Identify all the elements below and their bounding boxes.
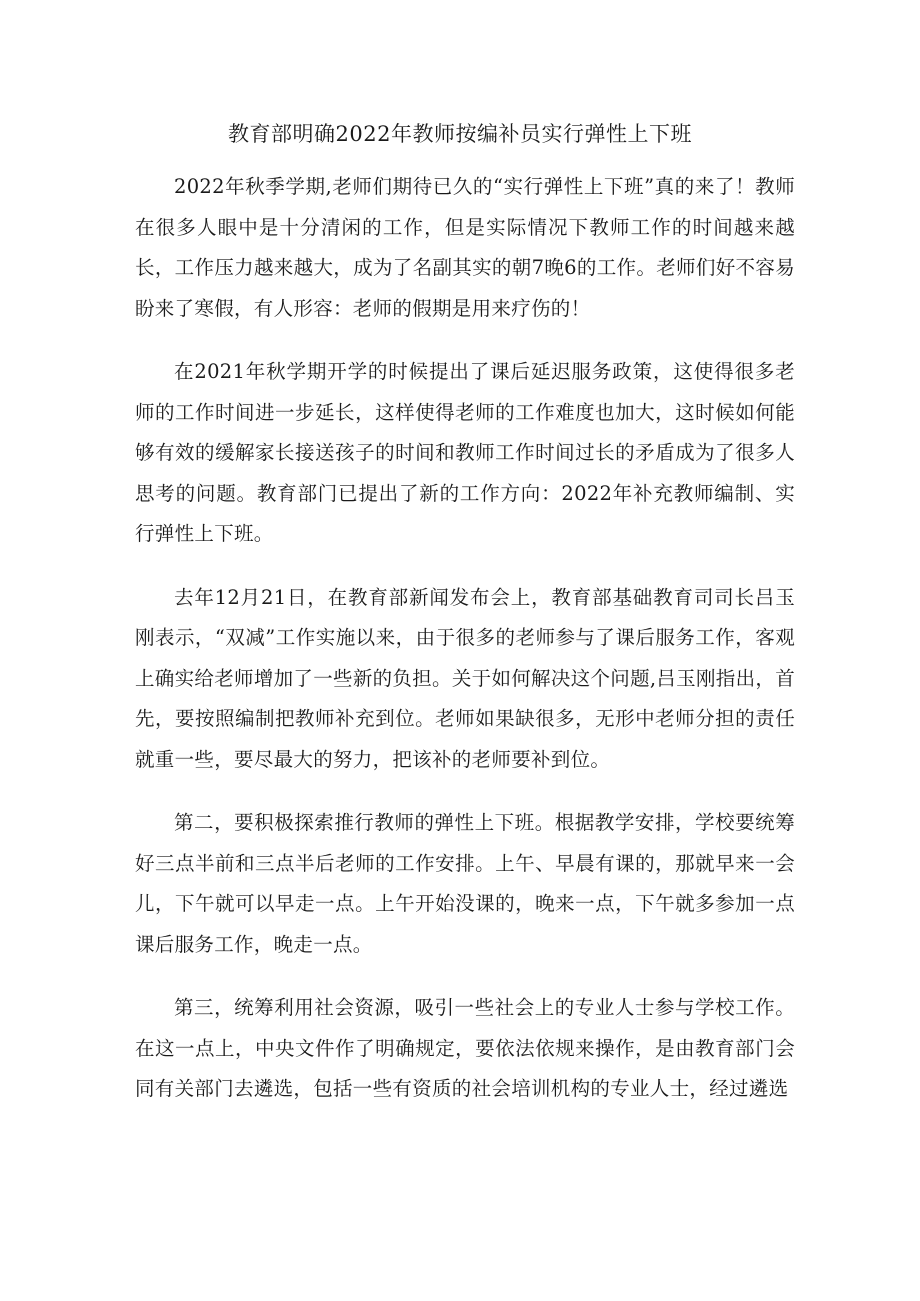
paragraph-2: 在2021年秋学期开学的时候提出了课后延迟服务政策，这使得很多老师的工作时间进一步延长，这样使得老师的工作难度也加大，这时候如何能够有效的缓解家长接送孩子的时间和教师工作时间过长的矛盾成为了很多人思考的问题。教育部门已提出了新的工作方向：2022年补充教师编制、实行弹性上下班。 — [135, 360, 795, 545]
paragraph-3: 去年12月21日，在教育部新闻发布会上，教育部基础教育司司长吕玉刚表示，“双减”工作实施以来，由于很多的老师参与了课后服务工作，客观上确实给老师增加了一些新的负担。关于如何解决这个问题,吕玉刚指出，首先，要按照编制把教师补充到位。老师如果缺很多，无形中老师分担的责任就重一些，要尽最大的努力，把该补的老师要补到位。 — [135, 585, 795, 771]
document-title: 教育部明确2022年教师按编补员实行弹性上下班 — [228, 122, 692, 146]
document-body — [135, 167, 795, 1133]
paragraph-5: 第三，统筹利用社会资源，吸引一些社会上的专业人士参与学校工作。在这一点上，中央文件作了明确规定，要依法依规来操作，是由教育部门会同有关部门去遴选，包括一些有资质的社会培训机构的专业人士，经过遴选 — [135, 996, 795, 1100]
paragraph-4: 第二，要积极探索推行教师的弹性上下班。根据教学安排，学校要统筹好三点半前和三点半后老师的工作安排。上午、早晨有课的，那就早来一会儿，下午就可以早走一点。上午开始没课的，晚来一点，下午就多参加一点课后服务工作，晚走一点。 — [135, 811, 795, 956]
paragraph-1: 2022年秋季学期,老师们期待已久的“实行弹性上下班”真的来了！教师在很多人眼中是十分清闲的工作，但是实际情况下教师工作的时间越来越长，工作压力越来越大，成为了名副其实的朝7晚6的工作。老师们好不容易盼来了寒假，有人形容：老师的假期是用来疗伤的！ — [135, 175, 795, 320]
